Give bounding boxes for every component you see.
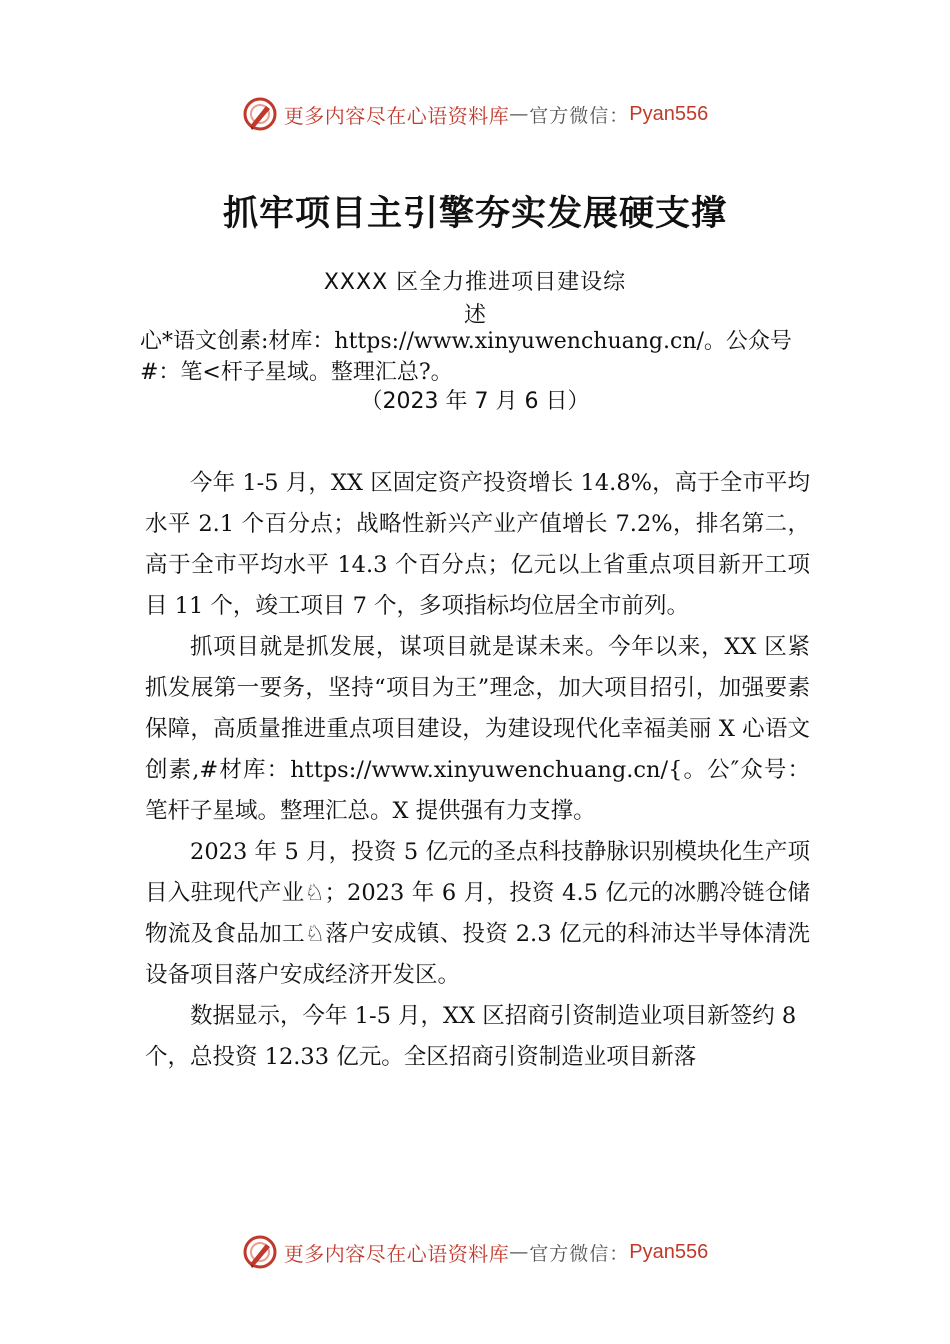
- banner-text: 更多内容尽在心语资料库: [283, 103, 510, 128]
- banner-wechat-id: Pyan556: [629, 1240, 709, 1263]
- pen-logo-icon: [242, 96, 278, 132]
- paragraph: 2023 年 5 月，投资 5 亿元的圣点科技静脉识别模块化生产项目入驻现代产业♘；2023 年 6 月，投资 4.5 亿元的冰鹏冷链仓储物流及食品加工♘落户安成镇、投资 2.3 亿元的科沛达半导体清洗设备项目落户安成经济开发区。: [145, 839, 810, 988]
- banner-separator: —: [509, 1241, 530, 1263]
- banner-wechat-label: 官方微信：: [529, 1242, 630, 1265]
- subtitle-line-2: 述: [463, 303, 486, 328]
- footer-banner: [0, 1234, 950, 1270]
- subtitle-line-1: XXXX 区全力推进项目建设综: [323, 270, 627, 295]
- paragraph: 今年 1-5 月，XX 区固定资产投资增长 14.8%，高于全市平均水平 2.1 个百分点；战略性新兴产业产值增长 7.2%，排名第二，高于全市平均水平 14.3 个百分点；亿元以上省重点项目新开工项目 11 个，竣工项目 7 个，多项指标均位居全市前列。: [145, 470, 810, 619]
- banner-text: 更多内容尽在心语资料库: [283, 1241, 510, 1266]
- banner-wechat-label: 官方微信：: [529, 104, 630, 127]
- paragraph: 抓项目就是抓发展，谋项目就是谋未来。今年以来，XX 区紧抓发展第一要务，坚持“项目为王”理念，加大项目招引，加强要素保障，高质量推进重点项目建设，为建设现代化幸福美丽 X 心语文创素,#材库：https://www.xinyuwenchuang.cn/{。公″众号：笔杆子星域。整理汇总。X 提供强有力支撑。: [145, 634, 810, 824]
- source-note: 心*语文创素:材库：https://www.xinyuwenchuang.cn/。公众号#：笔<杆子星域。整理汇总?。: [140, 329, 792, 385]
- pen-logo-icon: [242, 1234, 278, 1270]
- header-banner: [0, 96, 950, 132]
- article-body: [145, 463, 810, 1078]
- page-title: 抓牢项目主引擎夯实发展硬支撑: [222, 193, 727, 234]
- paragraph: 数据显示，今年 1-5 月，XX 区招商引资制造业项目新签约 8 个，总投资 12.33 亿元。全区招商引资制造业项目新落: [145, 1003, 797, 1070]
- banner-separator: —: [509, 103, 530, 125]
- banner-wechat-id: Pyan556: [629, 102, 709, 125]
- date-line: （2023 年 7 月 6 日）: [360, 389, 590, 414]
